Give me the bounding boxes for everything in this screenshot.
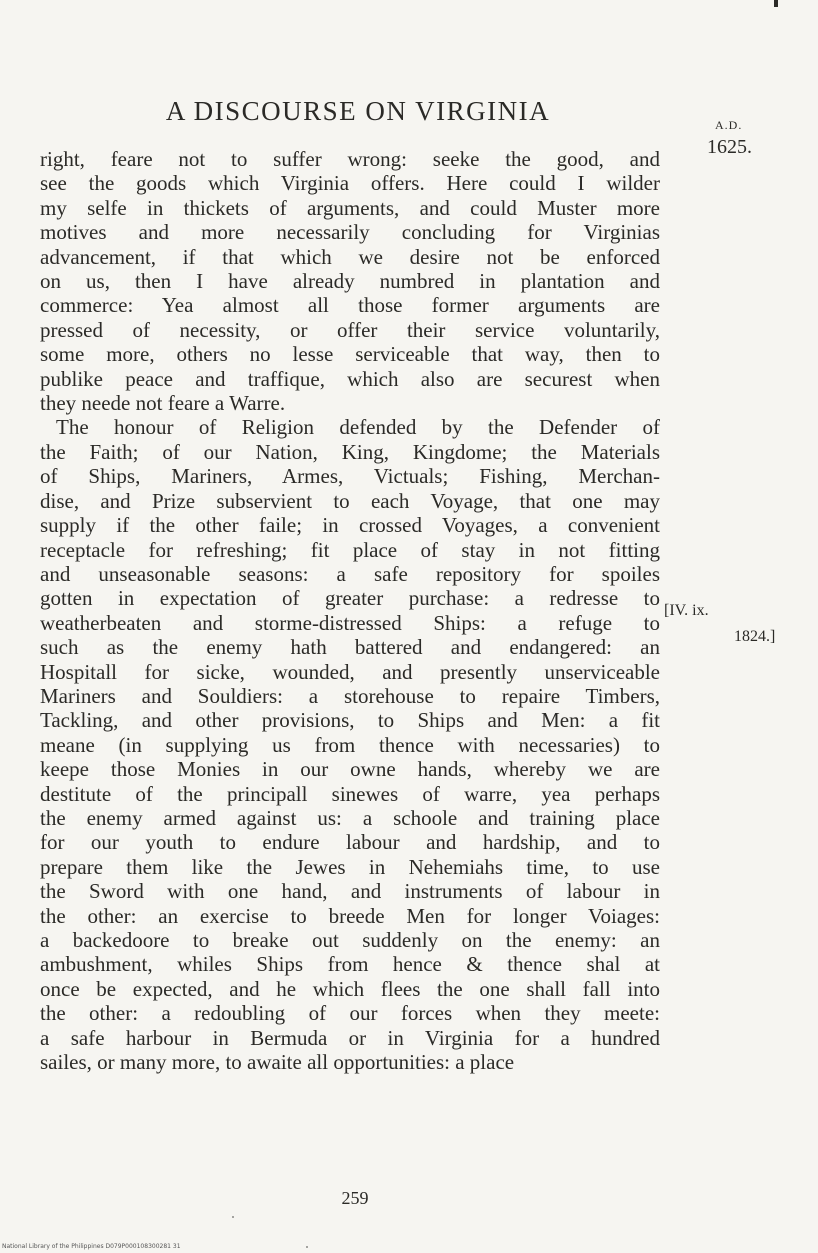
text-line: for our youth to endure labour and hardship, and to bbox=[40, 830, 660, 855]
text-line: pressed of necessity, or offer their service voluntarily, bbox=[40, 317, 660, 342]
text-line: Tackling, and other provisions, to Ships and Men: a fit bbox=[40, 708, 660, 733]
text-line: gotten in expectation of greater purchase: a redresse to bbox=[40, 586, 660, 611]
paragraph bbox=[40, 415, 660, 1074]
text-line: Hospitall for sicke, wounded, and presently unserviceable bbox=[40, 659, 660, 684]
text-line: such as the enemy hath battered and endangered: an bbox=[40, 635, 660, 660]
text-line: prepare them like the Jewes in Nehemiahs time, to use bbox=[40, 854, 660, 879]
text-line: Mariners and Souldiers: a storehouse to repaire Timbers, bbox=[40, 683, 660, 708]
text-line: my selfe in thickets of arguments, and could Muster more bbox=[40, 195, 660, 220]
text-line: commerce: Yea almost all those former arguments are bbox=[40, 293, 660, 318]
date-era: A.D. bbox=[715, 118, 743, 132]
text-line: meane (in supplying us from thence with necessaries) to bbox=[40, 732, 660, 757]
text-line: ambushment, whiles Ships from hence & thence shal at bbox=[40, 952, 660, 977]
text-line: a backedoore to breake out suddenly on the enemy: an bbox=[40, 928, 660, 952]
text-line: The honour of Religion defended by the Defender of bbox=[56, 415, 660, 440]
text-line: once be expected, and he which flees the one shall fall into bbox=[40, 976, 660, 1001]
text-line: motives and more necessarily concluding for Virginias bbox=[40, 220, 660, 245]
scan-speck bbox=[306, 1246, 308, 1248]
text-line: publike peace and traffique, which also are securest when bbox=[40, 366, 660, 391]
margin-reference-volume: [IV. ix. bbox=[664, 602, 709, 619]
margin-reference bbox=[664, 598, 804, 650]
text-line: supply if the other faile; in crossed Voyages, a convenient bbox=[40, 513, 660, 538]
text-line: destitute of the principall sinewes of warre, yea perhaps bbox=[40, 781, 660, 806]
body-text bbox=[40, 147, 660, 1074]
page-number: 259 bbox=[341, 1188, 369, 1208]
text-line: they neede not feare a Warre. bbox=[40, 391, 286, 416]
scan-credit: National Library of the Philippines D079P000108300281 31 bbox=[2, 1243, 181, 1250]
text-line: the other: a redoubling of our forces when they meete: bbox=[40, 1001, 660, 1026]
text-line: a safe harbour in Bermuda or in Virginia for a hundred bbox=[40, 1025, 660, 1050]
text-line: the enemy armed against us: a schoole and training place bbox=[40, 805, 660, 830]
text-line: the other: an exercise to breede Men for longer Voiages: bbox=[40, 903, 660, 928]
text-line: right, feare not to suffer wrong: seeke the good, and bbox=[40, 147, 660, 171]
paragraph bbox=[40, 147, 660, 415]
text-line: sailes, or many more, to awaite all opportunities: a place bbox=[40, 1050, 515, 1075]
running-head: A DISCOURSE ON VIRGINIA bbox=[165, 96, 551, 126]
text-line: advancement, if that which we desire not be enforced bbox=[40, 244, 660, 269]
text-line: see the goods which Virginia offers. Here could I wilder bbox=[40, 171, 660, 196]
corner-mark bbox=[774, 0, 778, 7]
text-line: and unseasonable seasons: a safe repository for spoiles bbox=[40, 561, 660, 586]
text-line: receptacle for refreshing; fit place of stay in not fitting bbox=[40, 537, 660, 562]
text-line: dise, and Prize subservient to each Voyage, that one may bbox=[40, 488, 660, 513]
margin-date bbox=[707, 114, 797, 158]
text-line: the Faith; of our Nation, King, Kingdome; the Materials bbox=[40, 439, 660, 464]
text-line: of Ships, Mariners, Armes, Victuals; Fishing, Merchan- bbox=[40, 464, 660, 489]
scan-speck bbox=[232, 1216, 234, 1218]
text-line: weatherbeaten and storme-distressed Ships: a refuge to bbox=[40, 610, 660, 635]
text-line: the Sword with one hand, and instruments of labour in bbox=[40, 879, 660, 904]
margin-reference-year: 1824.] bbox=[734, 628, 776, 645]
text-line: some more, others no lesse serviceable that way, then to bbox=[40, 342, 660, 367]
date-year: 1625. bbox=[707, 136, 752, 158]
text-line: on us, then I have already numbred in plantation and bbox=[40, 269, 660, 294]
text-line: keepe those Monies in our owne hands, whereby we are bbox=[40, 757, 660, 782]
